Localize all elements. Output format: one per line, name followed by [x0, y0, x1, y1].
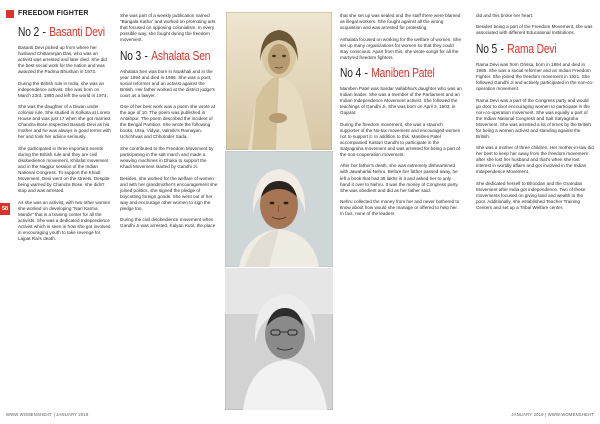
paragraph: that she set up was sealed and the staff there were blamed as illegal workers. She fought against all the wrong acquisition and was arrested for protesting.: [340, 13, 461, 31]
paragraph: She was part of a weekly publication named "Bangala Katha" and worked on promoting arts that focused on opposing colonialism. In every possible way, she fought during the freedom movement.: [120, 13, 216, 43]
paragraph: She participated in three important events during the British rule and they are civil disobedience movement, Khilafat movement and in the Nagpur session of the Indian National Congress. To support the Khadi Movement, Devi went on the streets. Despite being warned by Chandra Bose, she didn't stop and was arrested.: [18, 145, 110, 194]
paragraph: She contributed to the Freedom Movement by participating in the salt march and made a weaving machines in Dhaka to support the Khadi Movement started by Gandhi Ji.: [120, 145, 214, 170]
heading-basanti-devi: No 2 - Basanti Devi: [18, 25, 105, 39]
portrait-photo-basanti-devi: [226, 12, 332, 150]
paragraph: Ashalata focused on working for the welfare of women. She set up many organizations for women so that they could stay conscious. Apart from this, she wrote songs for all the martyred freedom fighters.: [340, 36, 462, 60]
column-1: [18, 22, 112, 247]
paragraph: Rama Devi was a part of the Congress party and would go door to door encouraging women to participate in the non-co-operation movement. She was equally a part of the Indian National Congress and Salt Satyagraha Movement. She was arrested a lot of times by the British for being a women activist and standing against the British.: [476, 97, 591, 139]
paragraph: did and this broke her heart.: [476, 13, 534, 18]
paragraph: Besides, she worked for the welfare of women and with her grandmother's encouragement she joined politics, she signed the pledge of boycotting foreign goods. She went out of her way and encourage other women to sign the pledge too.: [120, 175, 218, 211]
paragraph: As she was an activist, with two other women she worked on developing "Nari Karma Mandir" that is a training center for all the activists. She was a dedicated Independence Activist which is seen in how she got involved in encouraging youth to take revenge for Lajpat Rai's death.: [18, 199, 111, 241]
portrait-photo-ashalata-sen: [225, 151, 333, 267]
section-marker: [6, 10, 14, 18]
column-4: [476, 13, 594, 217]
heading-maniben-patel: No 4 - Maniben Patel: [340, 66, 435, 81]
column-3: [340, 13, 462, 223]
footer-left: WWW.WOMENSHEHT | JANUARY 2019: [6, 412, 89, 417]
paragraph: During the British rule in India, she was an independence activist. She was born on March 23rd, 1880 and left the world in 1974.: [18, 80, 108, 98]
paragraph: She dedicated herself to Bhoodan and the Gramdan Movement after India got independence. Two of these movements focused on giving land and wealth to the poor. Additionally, she established Teacher Training Centers and set up a Tribal Welfare center.: [476, 180, 586, 211]
heading-ashalata-sen: No 3 - Ashalata Sen: [120, 48, 211, 63]
paragraph: Basanti Devi picked up from where her husband Chittaranjan Das, who was an activist was arrested and later died. She did the best social work for the nation and was awarded the Padma Bhushan in 1973.: [18, 45, 107, 75]
paragraph: She was the daughter of a Diwan under colonial rule. She studied in Kolkata at Loreto House and was just 17 when she got married. Chandra Bose respected Basanti Devi as his mother and he was always in good terms with her and took her advice seriously.: [18, 104, 112, 140]
paragraph: During the freedom movement, she was a staunch supporter of the No-tax movement and encouraged women not to support it. In addition to this, Maniben Patel accompanied Kasturi Gandhi to participate in the Satyagraha movement and was arrested for being a part of the non-cooperation movement.: [340, 121, 461, 157]
footer-right: JANUARY 2019 | WWW.WOMENSHEHT: [511, 412, 594, 417]
paragraph: Ashalata Sen was born in Noakhali and in the year 1894 and died in 1986. She was a poet, social reformer and an activist against the British. Her father worked at the district judge's court as a lawyer.: [120, 68, 215, 98]
paragraph: During the civil disobedience movement when Gandhi Ji was arrested, Kalyan Kutir, the place: [120, 217, 216, 229]
column-2: [120, 13, 218, 235]
paragraph: She was a mother of three children. Her mother-in-law did her best to keep her away from the freedom movement after she lost her husband and that's when she lost interest in worldly affairs and got involved in the Indian Independence Movement.: [476, 145, 594, 175]
portrait-photo-maniben-patel: [225, 268, 333, 410]
paragraph: One of her best work was a poem she wrote at the age of 10. The poem was published in Antahpur. The poem described the incident of the Bengal Partition. She wrote the following books, Utsa, Vidyut, Valmiki's Ramayan, Uchchhvas and Chhotoder Sada.: [120, 104, 215, 140]
paragraph: Rama Devi was from Orissa, born in 1894 and died in 1985. She was a social reformer and an Indian Freedom Fighter. She joined the freedom movement in 1921. She followed Gandhi Ji and actively participated in the non-co-operation movement.: [476, 61, 594, 92]
paragraph: After her father's death, she was extremely disheartened with Jawaharlal Nehru. Before her father passed away, he left a book that had 35 lakhs in it and asked her to only hand it over to Nehru. It was the money of Congress party. She was obedient and did as her father said.: [340, 163, 459, 193]
paragraph: Nehru collected the money from her and never bothered to know about how would she manage or offered to help her. In fact, none of the leaders: [340, 199, 460, 217]
paragraph: Maniben Patel was Sardar Vallabhai's daughter who was an Indian leader. She was a member of the Parliament and an Indian Independence Movement activist. She followed the teachings of Gandhi Ji. She was born on April 3, 1903, in Gujarat.: [340, 86, 462, 116]
paragraph: Besides being a part of the Freedom Movement, she was associated with different Educational Institutions.: [476, 24, 593, 36]
heading-rama-devi: No 5 - Rama Devi: [476, 41, 557, 56]
page-number: 58: [0, 203, 10, 215]
section-header: FREEDOM FIGHTER: [18, 9, 89, 17]
